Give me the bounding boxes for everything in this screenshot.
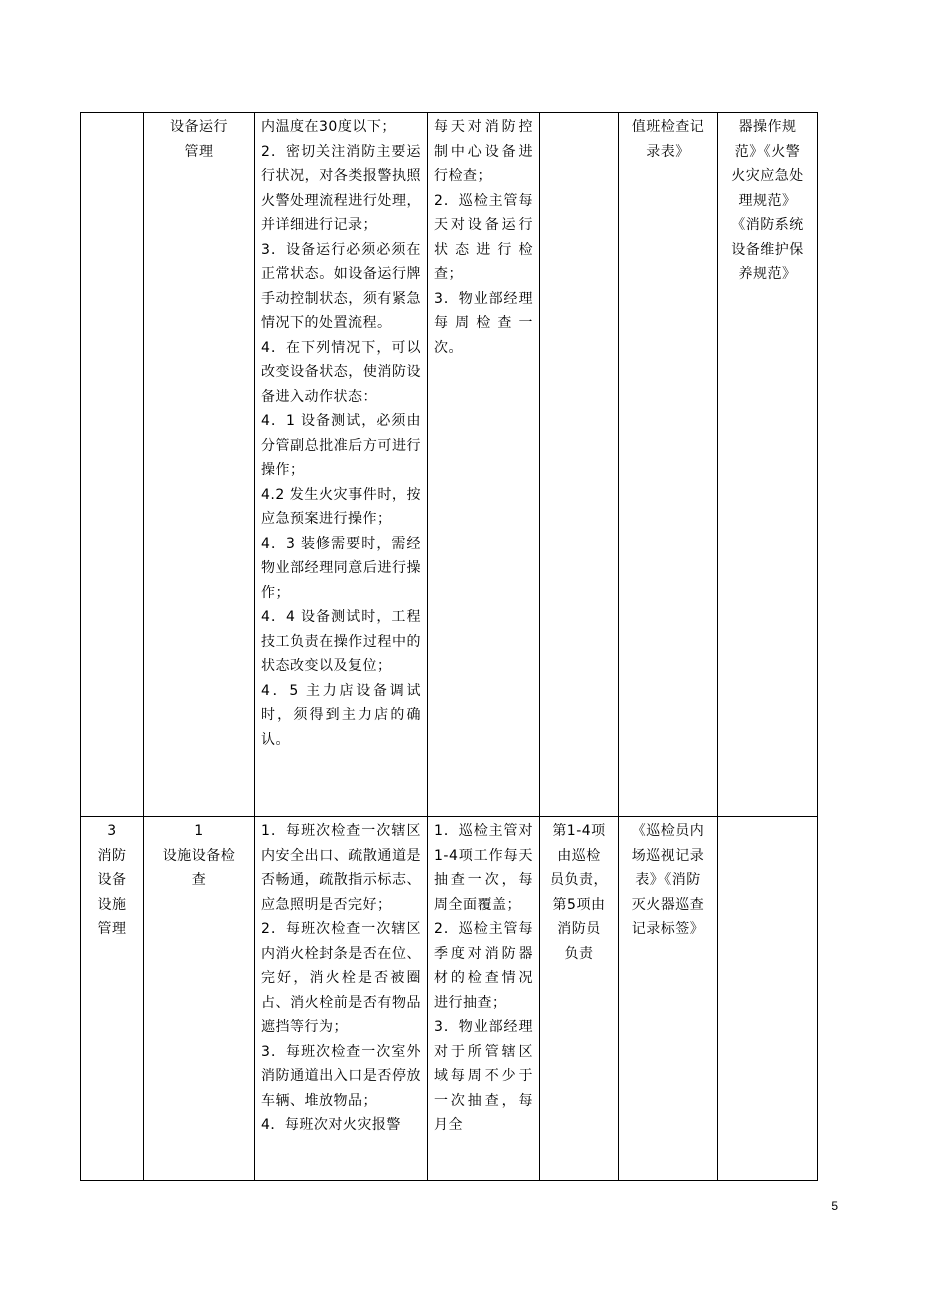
item-cell [144,817,255,1181]
cell-text-line: 管理 [184,143,214,160]
category-cell [81,113,144,817]
cell-text-line: 4．每班次对火灾报警 [261,1117,401,1133]
cell-text-line: 设备运行 [170,119,228,135]
cell-text-line: 3．设备运行必须必须在正常状态。如设备运行牌手动控制状态，须有紧急情况下的处置流程。 [261,241,421,331]
cell-text-line: 由巡检 [557,847,601,864]
cell-text-line: 《消防系统 [731,217,804,233]
cell-text-line: 养规范》 [738,266,797,282]
cell-text-line: 4．5 主力店设备调试时，须得到主力店的确认。 [261,682,421,748]
cell-text-line: 器操作规 [738,119,797,135]
requirement-cell [255,817,428,1181]
cell-text-line: 录表》 [646,143,690,160]
cell-text-line: 员负责， [550,872,608,888]
cell-text-line: 值班检查记 [631,119,705,135]
cell-text-line: 消防员 [557,921,601,937]
cell-text-line: 消防 [97,847,127,864]
cell-text-line: 1．每班次检查一次辖区内安全出口、疏散通道是否畅通，疏散指示标志、应急照明是否完好； [261,823,421,913]
cell-text-line: 3 [107,823,117,839]
cell-text-line: 火灾应急处 [731,168,804,184]
page-number: 5 [831,1199,838,1213]
cell-text-line: 设施设备检 [162,847,236,864]
category-cell [81,817,144,1181]
cell-text-line: 1 [194,823,204,839]
inspection-cell [428,113,540,817]
cell-text-line: 4．在下列情况下，可以改变设备状态，使消防设备进入动作状态： [261,339,421,405]
cell-text-line: 内温度在30度以下； [261,119,396,135]
cell-text-line: 表》《消防 [635,872,701,888]
cell-text-line: 每天对消防控制中心设备进行检查； [434,119,533,184]
record-cell [619,817,718,1181]
cell-text-line: 第5项由 [552,896,606,913]
cell-text-line: 场巡视记录 [631,847,705,864]
cell-text-line: 记录标签》 [631,921,705,937]
cell-text-line: 4.2 发生火灾事件时，按应急预案进行操作； [261,486,421,527]
cell-text-line: 2．巡检主管每天对设备运行状态进行检查； [434,192,533,282]
cell-text-line: 设施 [97,896,127,913]
cell-text-line: 3．物业部经理每周检查一次。 [434,290,533,356]
standard-cell [718,817,818,1181]
cell-text-line: 4．3 装修需要时，需经物业部经理同意后进行操作； [261,535,421,601]
cell-text-line: 设备维护保 [731,241,804,258]
cell-text-line: 查 [191,872,207,888]
procedure-table [80,112,818,1181]
cell-text-line: 2．巡检主管每季度对消防器材的检查情况进行抽查； [434,921,533,1011]
cell-text-line: 负责 [564,945,594,962]
cell-text-line: 2．每班次检查一次辖区内消火栓封条是否在位、完好，消火栓是否被圈占、消火栓前是否有物品遮挡等行为； [261,921,421,1035]
cell-text-line: 4．4 设备测试时，工程技工负责在操作过程中的状态改变以及复位； [261,609,421,674]
cell-text-line: 第1-4项 [552,823,606,839]
standard-cell [718,113,818,817]
cell-text-line: 《巡检员内 [631,823,705,839]
cell-text-line: 管理 [97,921,127,937]
inspection-cell [428,817,540,1181]
record-cell [619,113,718,817]
cell-text-line: 3．物业部经理对于所管辖区域每周不少于一次抽查，每月全 [434,1019,533,1133]
cell-text-line: 2．密切关注消防主要运行状况，对各类报警执照火警处理流程进行处理，并详细进行记录； [261,143,421,233]
cell-text-line: 1．巡检主管对1-4项工作每天抽查一次，每周全面覆盖； [434,823,533,913]
cell-text-line: 范》《火警 [734,143,801,160]
cell-text-line: 3．每班次检查一次室外消防通道出入口是否停放车辆、堆放物品； [261,1043,421,1109]
requirement-cell [255,113,428,817]
responsible-cell [540,817,619,1181]
table-row [81,817,818,1181]
item-cell [144,113,255,817]
cell-text-line: 设备 [97,872,127,888]
cell-text-line: 4．1 设备测试，必须由分管副总批准后方可进行操作； [261,413,421,478]
responsible-cell [540,113,619,817]
cell-text-line: 理规范》 [738,192,797,209]
cell-text-line: 灭火器巡查 [631,896,705,913]
table-row [81,113,818,817]
